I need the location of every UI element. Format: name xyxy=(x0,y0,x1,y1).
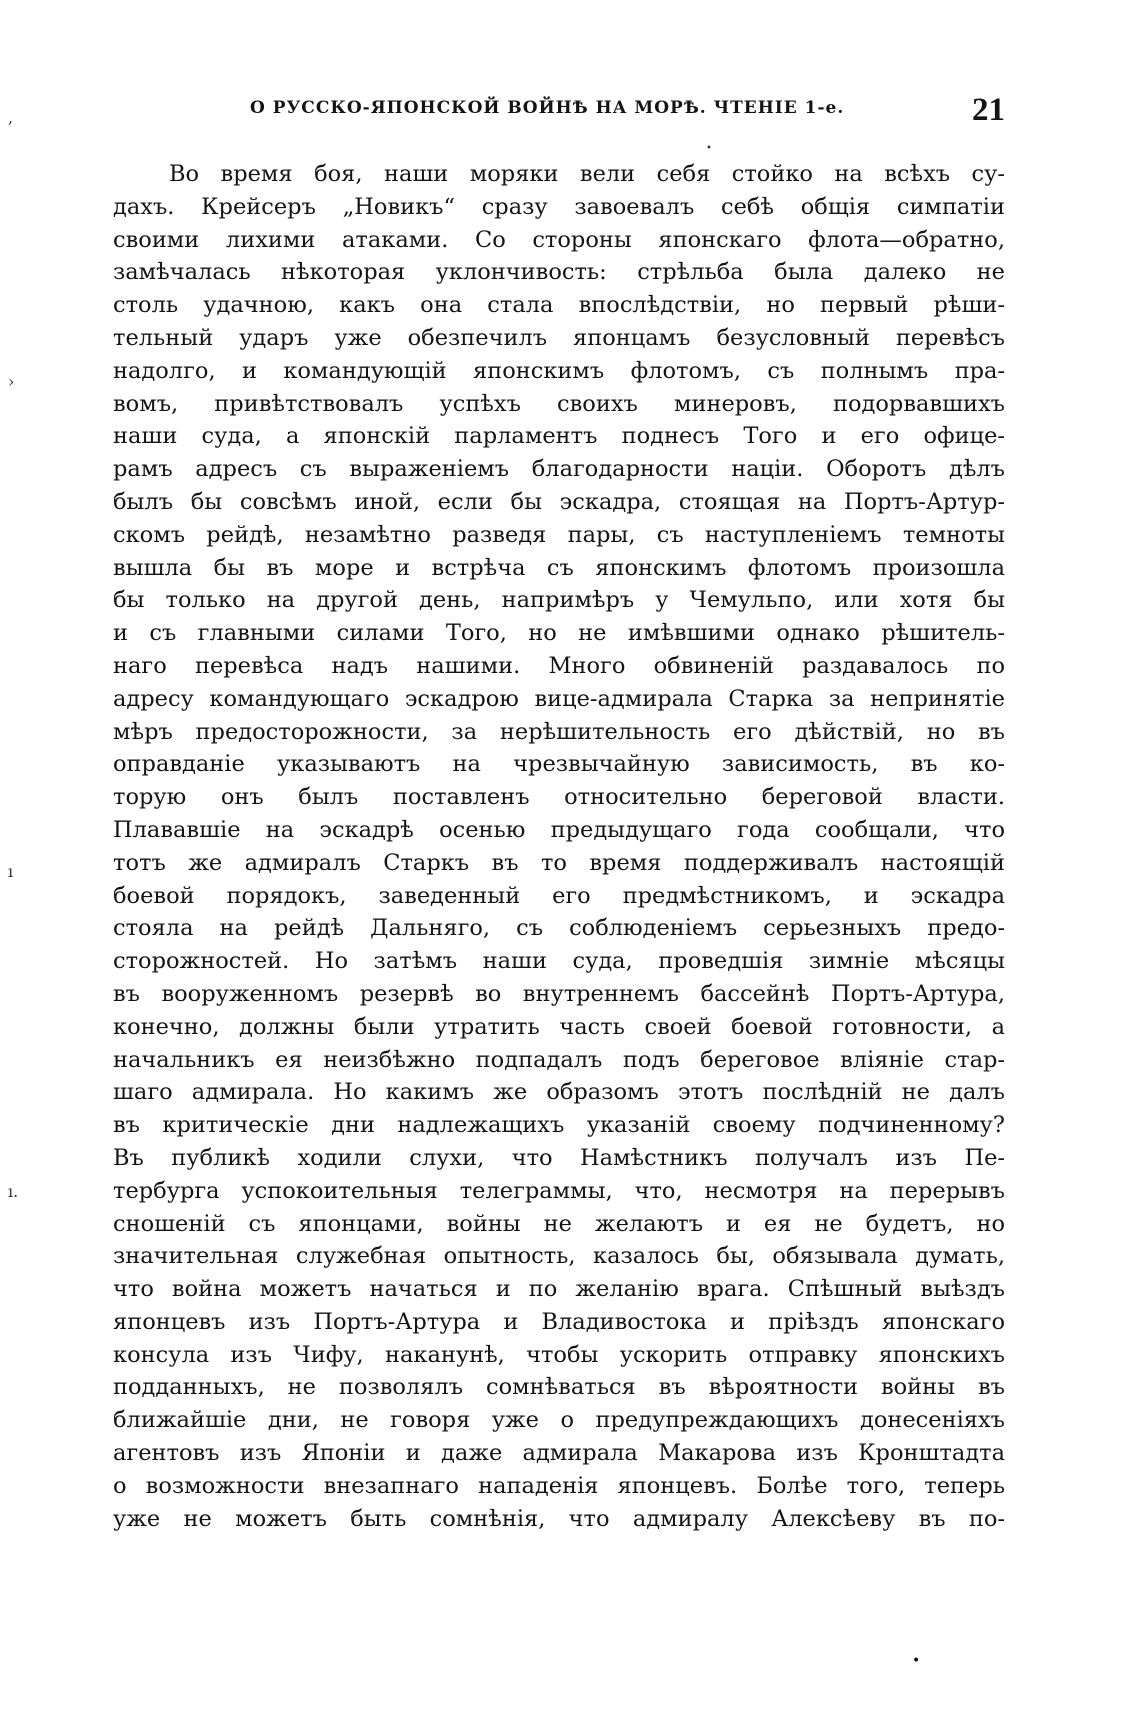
running-head: О РУССКО-ЯПОНСКОЙ ВОЙНѢ НА МОРѢ. ЧТЕНІЕ 1-е. xyxy=(250,98,845,118)
text-line: торую онъ былъ поставленъ относительно береговой власти. xyxy=(113,784,1005,811)
text-line: уже не можетъ быть сомнѣнія, что адмиралу Алексѣеву въ по- xyxy=(113,1505,1005,1532)
body-text xyxy=(113,158,1005,1535)
text-line: Во время боя, наши моряки вели себя стойко на всѣхъ су- xyxy=(169,161,1005,187)
text-line: надолго, и командующій японскимъ флотомъ, съ полнымъ пра- xyxy=(113,357,1005,384)
text-line: былъ бы совсѣмъ иной, если бы эскадра, стоящая на Портъ-Артур- xyxy=(113,488,1005,515)
print-dot: • xyxy=(706,143,712,154)
page-header xyxy=(250,92,1005,138)
text-line: сношеній съ японцами, войны не желаютъ и ея не будетъ, но xyxy=(113,1210,1005,1237)
text-line: своими лихими атаками. Со стороны японскаго флота—обратно, xyxy=(113,226,1005,253)
margin-mark: , xyxy=(8,108,14,127)
text-line: мѣръ предосторожности, за нерѣшительность его дѣйствій, но въ xyxy=(113,718,1005,745)
text-line: ближайшіе дни, не говоря уже о предупреждающихъ донесеніяхъ xyxy=(113,1407,1005,1434)
text-line: что война можетъ начаться и по желанію врага. Спѣшный выѣздъ xyxy=(113,1276,1005,1303)
text-line: наши суда, а японскій парламентъ поднесъ Того и его офице- xyxy=(113,423,1005,450)
text-line: оправданіе указываютъ на чрезвычайную зависимость, въ ко- xyxy=(113,751,1005,778)
text-line: вомъ, привѣтствовалъ успѣхъ своихъ минеровъ, подорвавшихъ xyxy=(113,390,1005,417)
text-line: конечно, должны были утратить часть своей боевой готовности, а xyxy=(113,1013,1005,1040)
text-line: вышла бы въ море и встрѣча съ японскимъ флотомъ произошла xyxy=(113,554,1005,581)
text-line: тотъ же адмиралъ Старкъ въ то время поддерживалъ настоящій xyxy=(113,849,1005,876)
text-line: Въ публикѣ ходили слухи, что Намѣстникъ получалъ изъ Пе- xyxy=(113,1144,1005,1171)
text-line: сторожностей. Но затѣмъ наши суда, проведшія зимніе мѣсяцы xyxy=(113,948,1005,975)
text-line: стояла на рейдѣ Дальняго, съ соблюденіемъ серьезныхъ предо- xyxy=(113,915,1005,942)
text-line: японцевъ изъ Портъ-Артура и Владивостока и пріѣздъ японскаго xyxy=(113,1308,1005,1335)
text-line: Плававшіе на эскадрѣ осенью предыдущаго года сообщали, что xyxy=(113,816,1005,843)
text-line: и съ главными силами Того, но не имѣвшими однако рѣшитель- xyxy=(113,620,1005,647)
text-line: скомъ рейдѣ, незамѣтно разведя пары, съ наступленіемъ темноты xyxy=(113,521,1005,548)
print-dot: • xyxy=(912,1653,921,1669)
text-line: адресу командующаго эскадрою вице-адмирала Старка за непринятіе xyxy=(113,685,1005,712)
text-line: агентовъ изъ Японіи и даже адмирала Макарова изъ Кронштадта xyxy=(113,1440,1005,1467)
text-line: наго перевѣса надъ нашими. Много обвиненій раздавалось по xyxy=(113,652,1005,679)
text-line: начальникъ ея неизбѣжно подпадалъ подъ береговое вліяніе стар- xyxy=(113,1046,1005,1073)
text-line: шаго адмирала. Но какимъ же образомъ этотъ послѣдній не далъ xyxy=(113,1079,1005,1106)
text-line: консула изъ Чифу, наканунѣ, чтобы ускорить отправку японскихъ xyxy=(113,1341,1005,1368)
text-line: рамъ адресъ съ выраженіемъ благодарности націи. Оборотъ дѣлъ xyxy=(113,456,1005,483)
text-line: бы только на другой день, напримѣръ у Чемульпо, или хотя бы xyxy=(113,587,1005,614)
text-line: въ вооруженномъ резервѣ во внутреннемъ бассейнѣ Портъ-Артура, xyxy=(113,980,1005,1007)
text-line: значительная служебная опытность, казалось бы, обязывала думать, xyxy=(113,1243,1005,1270)
page-number: 21 xyxy=(972,92,1005,128)
text-line: боевой порядокъ, заведенный его предмѣстникомъ, и эскадра xyxy=(113,882,1005,909)
text-line: тельный ударъ уже обезпечилъ японцамъ безусловный перевѣсъ xyxy=(113,324,1005,351)
margin-mark: ı xyxy=(8,862,14,881)
margin-mark: › xyxy=(8,372,15,391)
text-line: подданныхъ, не позволялъ сомнѣваться въ вѣроятности войны въ xyxy=(113,1374,1005,1401)
text-line: дахъ. Крейсеръ „Новикъ“ сразу завоевалъ себѣ общія симпатіи xyxy=(113,193,1005,220)
margin-mark: ı. xyxy=(8,1182,19,1201)
text-line: о возможности внезапнаго нападенія японцевъ. Болѣе того, теперь xyxy=(113,1472,1005,1499)
text-line: столь удачною, какъ она стала впослѣдствіи, но первый рѣши- xyxy=(113,292,1005,319)
text-line: замѣчалась нѣкоторая уклончивость: стрѣльба была далеко не xyxy=(113,259,1005,286)
text-line: въ критическіе дни надлежащихъ указаній своему подчиненному? xyxy=(113,1112,1005,1139)
text-line: тербурга успокоительныя телеграммы, что, несмотря на перерывъ xyxy=(113,1177,1005,1204)
